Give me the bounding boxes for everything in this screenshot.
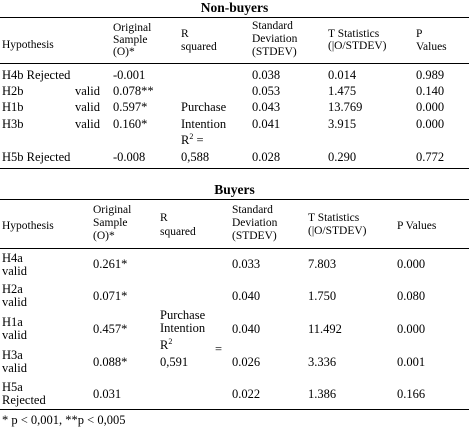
t-stat-cell: 1.750 xyxy=(308,289,337,303)
p-value-cell: 0.000 xyxy=(397,322,426,336)
p-value-cell: 0.166 xyxy=(397,387,426,401)
t-stat-cell: 0.290 xyxy=(328,150,357,164)
p-value-cell: 0.080 xyxy=(397,289,426,303)
stdev-cell: 0.038 xyxy=(252,68,281,82)
header-p-values: P xyxy=(416,28,423,40)
hypothesis-cell: H3b xyxy=(2,117,24,131)
sample-cell: 0.031 xyxy=(93,387,122,401)
header-r-squared: R xyxy=(181,28,189,40)
divider xyxy=(0,409,469,410)
p-value-cell: 0.000 xyxy=(416,100,445,114)
hypothesis-cell: H2a xyxy=(2,282,23,296)
p-value-cell: 0.001 xyxy=(397,355,426,369)
header-stdev: Deviation xyxy=(252,33,298,45)
header-stdev: Standard xyxy=(232,204,273,216)
stdev-cell: 0.041 xyxy=(252,117,281,131)
t-stat-cell: 13.769 xyxy=(328,100,363,114)
r-squared-label: Intention xyxy=(160,321,206,335)
hypothesis-cell: H4b Rejected xyxy=(2,68,71,82)
header-sample: Sample xyxy=(93,217,128,229)
header-r-squared: squared xyxy=(160,226,196,238)
nonbuyers-title: Non-buyers xyxy=(200,0,269,15)
p-value-cell: 0.000 xyxy=(397,257,426,271)
header-t-statistics: T Statistics xyxy=(328,28,380,40)
header-stdev: (STDEV) xyxy=(232,230,277,242)
divider xyxy=(0,248,469,249)
hypothesis-status: valid xyxy=(75,100,100,114)
header-sample: (O)* xyxy=(93,230,115,242)
sample-cell: 0.261* xyxy=(93,257,128,271)
stdev-cell: 0.043 xyxy=(252,100,281,114)
sample-cell: 0.071* xyxy=(93,289,128,303)
hypothesis-status: valid xyxy=(75,117,100,131)
header-p-values: Values xyxy=(416,41,447,53)
r-squared-label: Intention xyxy=(181,117,227,131)
p-value-cell: 0.000 xyxy=(416,117,445,131)
hypothesis-cell: H1a xyxy=(2,315,23,329)
stdev-cell: 0.022 xyxy=(232,387,261,401)
stdev-cell: 0.040 xyxy=(232,322,261,336)
t-stat-cell: 0.014 xyxy=(328,68,357,82)
header-stdev: (STDEV) xyxy=(252,46,297,58)
hypothesis-status: valid xyxy=(2,361,27,375)
hypothesis-cell: H5a xyxy=(2,380,23,394)
divider xyxy=(0,63,469,64)
header-r-squared: R xyxy=(160,212,168,224)
hypothesis-cell: H1b xyxy=(2,100,24,114)
header-sample: Sample xyxy=(113,34,148,46)
r-squared-label: Purchase xyxy=(160,308,206,322)
hypothesis-cell: H2b xyxy=(2,84,24,98)
hypothesis-status: valid xyxy=(2,295,27,309)
sample-cell: 0.597* xyxy=(113,100,148,114)
r-squared-value: 0,588 xyxy=(181,150,210,164)
buyers-title: Buyers xyxy=(214,182,255,197)
hypothesis-status: Rejected xyxy=(2,393,46,407)
sample-cell: 0.078** xyxy=(113,84,154,98)
header-p-values: P Values xyxy=(397,220,437,232)
stdev-cell: 0.040 xyxy=(232,289,261,303)
t-stat-cell: 11.492 xyxy=(308,322,342,336)
header-sample: Original xyxy=(93,204,132,216)
sample-cell: 0.457* xyxy=(93,322,128,336)
hypothesis-status: valid xyxy=(75,84,100,98)
t-stat-cell: 3.915 xyxy=(328,117,357,131)
p-value-cell: 0.989 xyxy=(416,68,445,82)
t-stat-cell: 1.386 xyxy=(308,387,337,401)
p-value-cell: 0.140 xyxy=(416,84,445,98)
header-sample: Original xyxy=(113,22,152,34)
r-squared-symbol: $R^2$ = xyxy=(181,132,204,147)
t-stat-cell: 7.803 xyxy=(308,257,337,271)
t-stat-cell: 3.336 xyxy=(308,355,337,369)
header-hypothesis: Hypothesis xyxy=(2,39,54,51)
header-r-squared: squared xyxy=(181,41,217,53)
header-hypothesis: Hypothesis xyxy=(2,220,54,232)
divider xyxy=(0,199,469,200)
r-squared-value: 0,591 xyxy=(160,355,189,369)
r-squared-symbol: $R^2$ = xyxy=(160,337,222,356)
header-stdev: Standard xyxy=(252,20,293,32)
divider xyxy=(0,168,469,169)
t-stat-cell: 1.475 xyxy=(328,84,357,98)
sample-cell: 0.088* xyxy=(93,355,128,369)
hypothesis-cell: H3a xyxy=(2,348,23,362)
header-t-statistics: (|O/STDEV) xyxy=(328,40,387,52)
hypothesis-status: valid xyxy=(2,328,27,342)
hypothesis-cell: H5b Rejected xyxy=(2,150,71,164)
stdev-cell: 0.028 xyxy=(252,150,281,164)
p-value-cell: 0.772 xyxy=(416,150,445,164)
header-stdev: Deviation xyxy=(232,217,278,229)
sample-cell: 0.160* xyxy=(113,117,148,131)
stdev-cell: 0.053 xyxy=(252,84,281,98)
stdev-cell: 0.033 xyxy=(232,257,261,271)
hypothesis-cell: H4a xyxy=(2,251,23,265)
sample-cell: -0.008 xyxy=(113,150,146,164)
stdev-cell: 0.026 xyxy=(232,355,261,369)
hypothesis-status: valid xyxy=(2,264,27,278)
r-squared-label: Purchase xyxy=(181,100,227,114)
footnote: * p < 0,001, **p < 0,005 xyxy=(2,413,126,427)
sample-cell: -0.001 xyxy=(113,68,146,82)
divider xyxy=(0,17,469,18)
header-t-statistics: (|O/STDEV) xyxy=(308,225,367,237)
header-sample: (O)* xyxy=(113,46,135,58)
header-t-statistics: T Statistics xyxy=(308,212,360,224)
